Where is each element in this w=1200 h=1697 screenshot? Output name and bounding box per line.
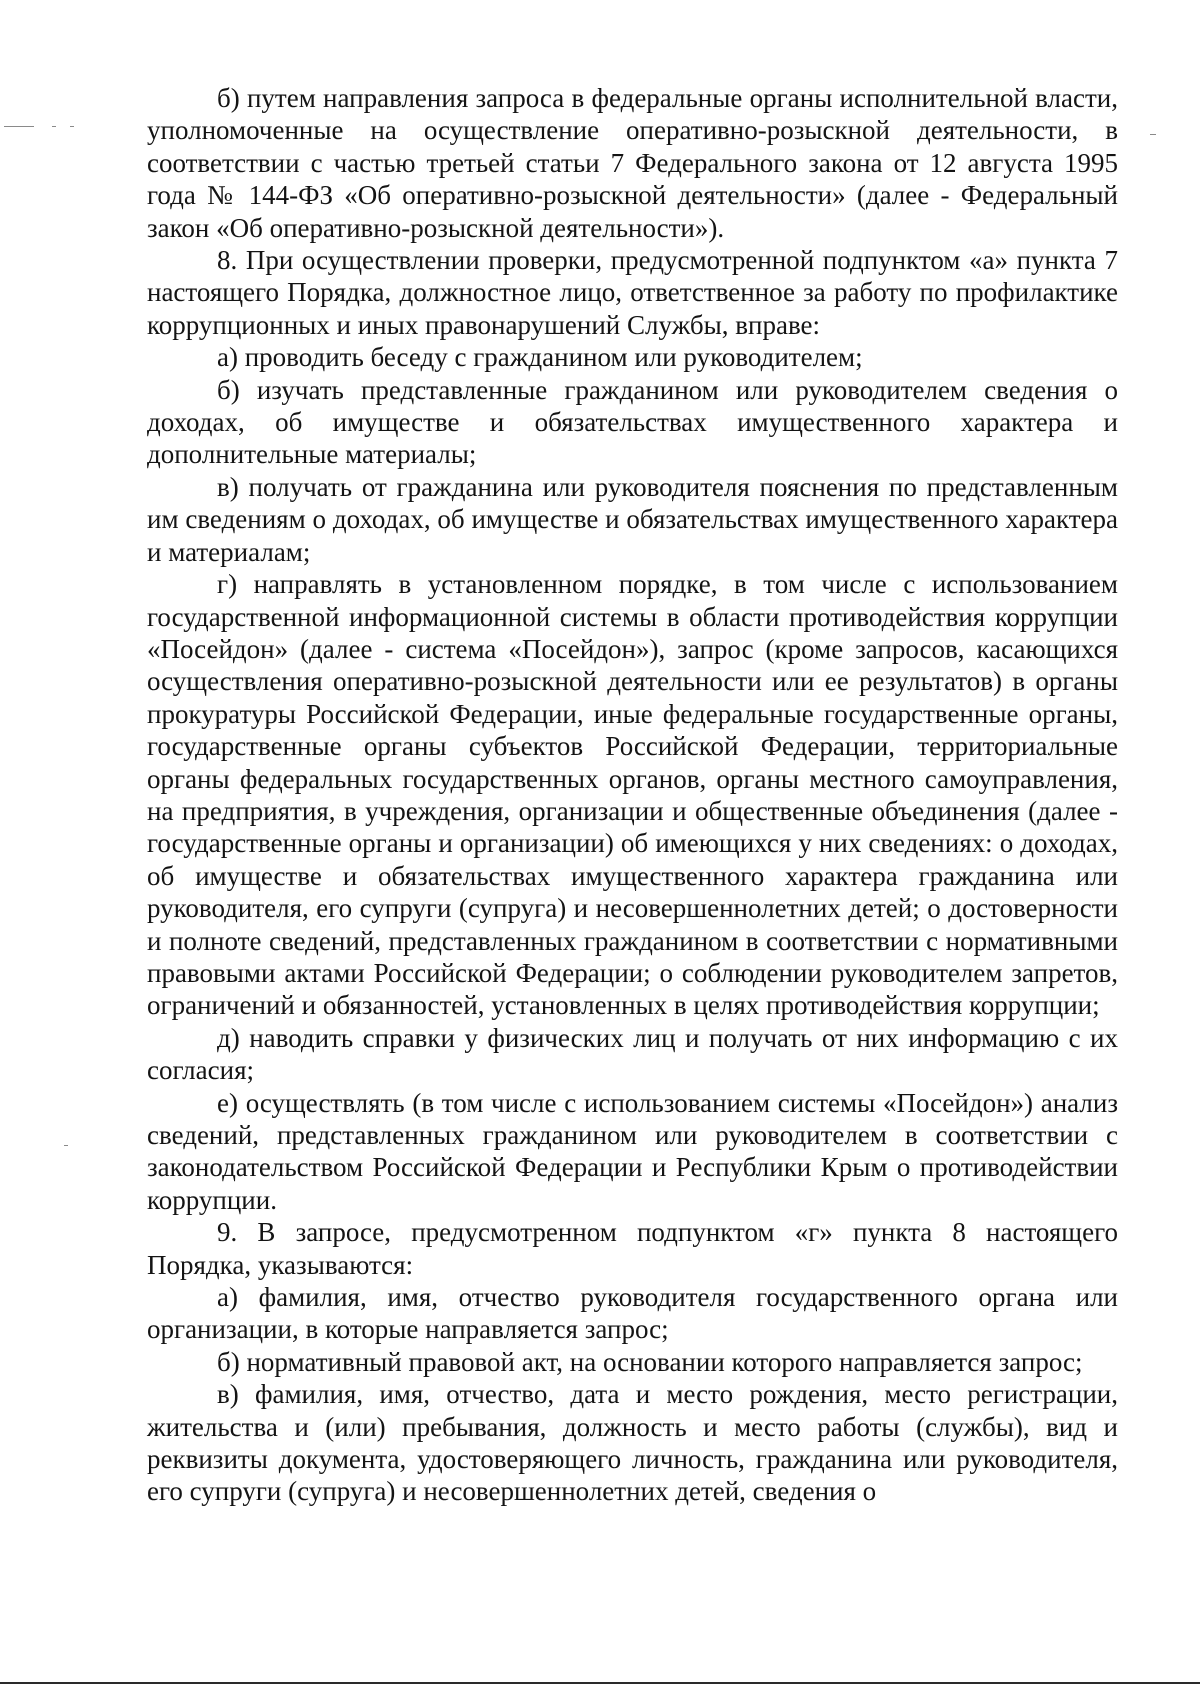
scan-artifact-mark [1150,134,1156,135]
paragraph-point-9-b: б) нормативный правовой акт, на основании которого направляется запрос; [217,1346,1083,1377]
paragraph-point-8: 8. При осуществлении проверки, предусмотренной подпунктом «а» пункта 7 настоящего Порядка, должностное лицо, ответственное за работу по профилактике коррупционных и иных правонарушений Службы, вправе: [147,245,1118,340]
paragraph-point-8-a: а) проводить беседу с гражданином или руководителем; [217,342,863,373]
paragraph-point-9-a: а) фамилия, имя, отчество руководителя государственного органа или организации, в которые направляется запрос; [147,1282,1118,1345]
page-bottom-edge-line [0,1682,1200,1684]
scan-artifact-mark [70,126,74,127]
document-body [147,82,1118,1508]
paragraph-point-8-d: д) наводить справки у физических лиц и получать от них информацию с их согласия; [147,1022,1118,1086]
paragraph-point-9: 9. В запросе, предусмотренном подпунктом «г» пункта 8 настоящего Порядка, указываются: [147,1217,1118,1280]
paragraph-point-9-v: в) фамилия, имя, отчество, дата и место рождения, место регистрации, жительства и (или) пребывания, должность и место работы (службы), вид и реквизиты документа, удостоверяющего личность, гражданина или руководителя, его супруги (супруга) и несовершеннолетних детей, сведения о [147,1379,1118,1507]
paragraph-point-8-e: е) осуществлять (в том числе с использованием системы «Посейдон») анализ сведений, представленных гражданином или руководителем в соответствии с законодательством Российской Федерации и Республики Крым о противодействии коррупции. [147,1087,1118,1215]
scan-artifact-mark [52,126,56,127]
scan-artifact-mark [64,1145,68,1146]
paragraph-point-8-b: б) изучать представленные гражданином или руководителем сведения о доходах, об имуществе и обязательствах имущественного характера и дополнительные материалы; [147,374,1118,470]
paragraph-subpoint-b-request: б) путем направления запроса в федеральные органы исполнительной власти, уполномоченные на осуществление оперативно-розыскной деятельности, в соответствии с частью третьей статьи 7 Федерального закона от 12 августа 1995 года № 144-ФЗ «Об оперативно-розыскной деятельности» (далее - Федеральный закон «Об оперативно-розыскной деятельности»). [147,83,1118,243]
paragraph-point-8-g: г) направлять в установленном порядке, в том числе с использованием государственной информационной системы в области противодействия коррупции «Посейдон» (далее - система «Посейдон»), запрос (кроме запросов, касающихся осуществления оперативно-розыскной деятельности или ее результатов) в органы прокуратуры Российской Федерации, иные федеральные государственные органы, государственные органы субъектов Российской Федерации, территориальные органы федеральных государственных органов, органы местного самоуправления, на предприятия, в учреждения, организации и общественные объединения (далее - государственные органы и организации) об имеющихся у них сведениях: о доходах, об имуществе и обязательствах имущественного характера гражданина или руководителя, его супруги (супруга) и несовершеннолетних детей; о достоверности и полноте сведений, представленных гражданином в соответствии с нормативными правовыми актами Российской Федерации; о соблюдении руководителем запретов, ограничений и обязанностей, установленных в целях противодействия коррупции; [147,569,1118,1021]
paragraph-point-8-v: в) получать от гражданина или руководителя пояснения по представленным им сведениям о доходах, об имуществе и обязательствах имущественного характера и материалам; [147,471,1118,567]
scan-artifact-mark [4,126,34,127]
